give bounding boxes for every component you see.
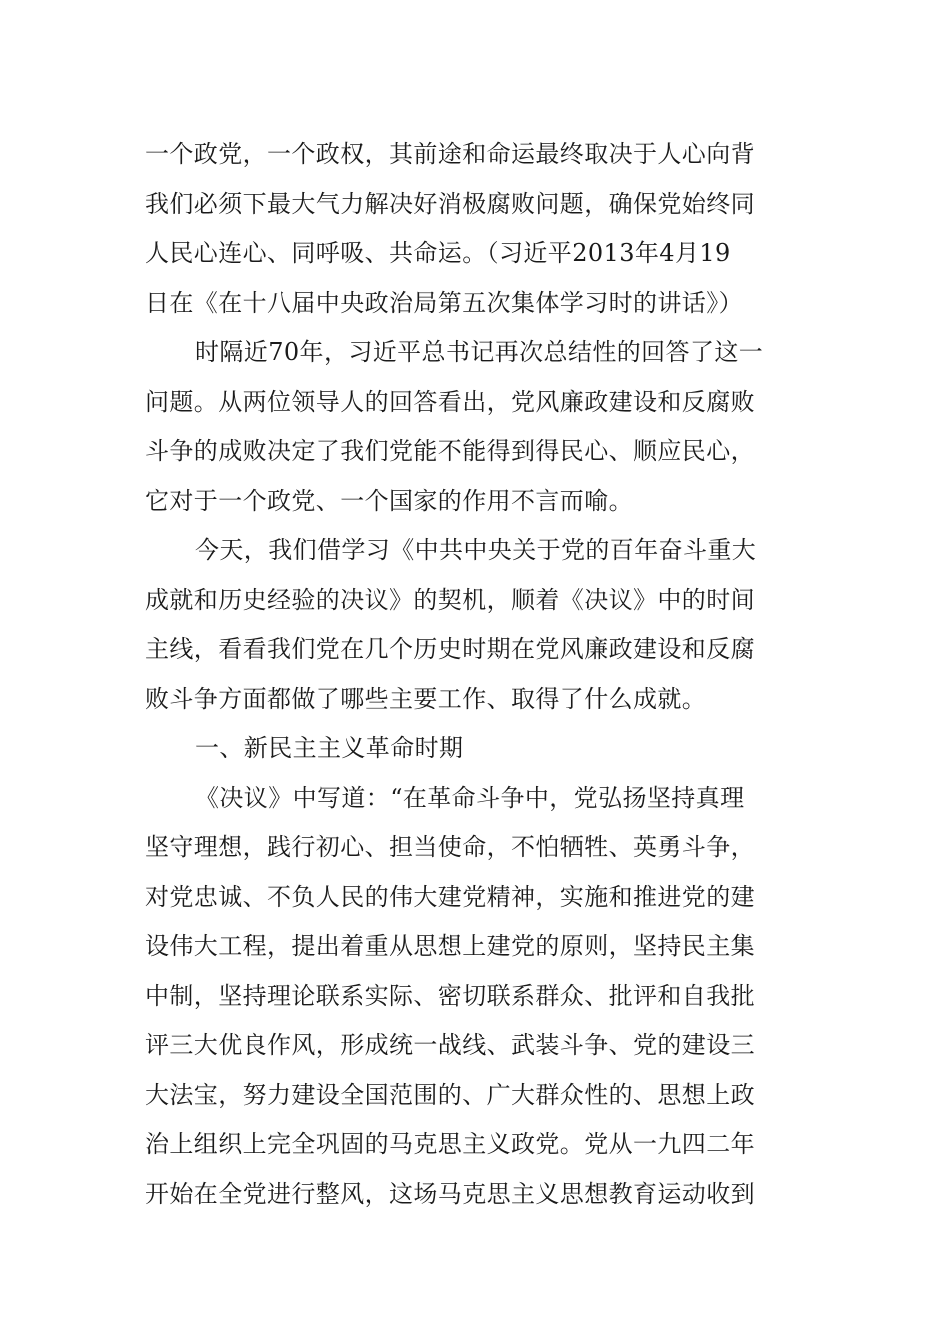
text-line: 日在《在十八届中央政治局第五次集体学习时的讲话》） [145,288,743,317]
text-line: 斗争的成败决定了我们党能不能得到得民心、顺应民心， [145,437,755,465]
text-line: 主线，看看我们党在几个历史时期在党风廉政建设和反腐 [145,635,755,663]
text-line: 它对于一个政党、一个国家的作用不言而喻。 [145,486,633,515]
paragraph-summary [145,328,809,526]
text-line: 评三大优良作风，形成统一战线、武装斗争、党的建设三 [145,1031,755,1059]
text-line: 中制，坚持理论联系实际、密切联系群众、批评和自我批 [145,981,755,1010]
paragraph-quote-continuation [145,130,809,328]
section-heading [145,724,809,774]
text-line: 大法宝，努力建设全国范围的、广大群众性的、思想上政 [145,1080,755,1109]
paragraph-intro [145,526,809,724]
paragraph-resolution-quote [145,774,809,1220]
text-line: 坚守理想，践行初心、担当使命，不怕牺牲、英勇斗争， [145,833,755,861]
text-line: 对党忠诚、不负人民的伟大建党精神，实施和推进党的建 [145,882,755,911]
text-line: 《决议》中写道：“在革命斗争中，党弘扬坚持真理 [195,783,745,812]
text-line: 人民心连心、同呼吸、共命运。（习近平2013年4月19 [145,239,731,267]
text-line: 设伟大工程，提出着重从思想上建党的原则，坚持民主集 [145,932,755,960]
text-line: 治上组织上完全巩固的马克思主义政党。党从一九四二年 [145,1130,755,1158]
text-line: 败斗争方面都做了哪些主要工作、取得了什么成就。 [145,684,707,713]
text-line: 问题。从两位领导人的回答看出，党风廉政建设和反腐败 [145,387,755,416]
text-line: 一个政党，一个政权，其前途和命运最终取决于人心向背 [145,140,755,168]
text-line: 我们必须下最大气力解决好消极腐败问题，确保党始终同 [145,189,755,218]
text-line: 成就和历史经验的决议》的契机，顺着《决议》中的时间 [145,585,755,614]
document-body [145,130,809,1219]
text-line: 今天，我们借学习《中共中央关于党的百年奋斗重大 [195,536,757,564]
text-line: 开始在全党进行整风，这场马克思主义思想教育运动收到 [145,1179,755,1208]
text-line: 时隔近70年，习近平总书记再次总结性的回答了这一 [195,338,764,366]
heading-line: 一、新民主主义革命时期 [195,734,464,762]
